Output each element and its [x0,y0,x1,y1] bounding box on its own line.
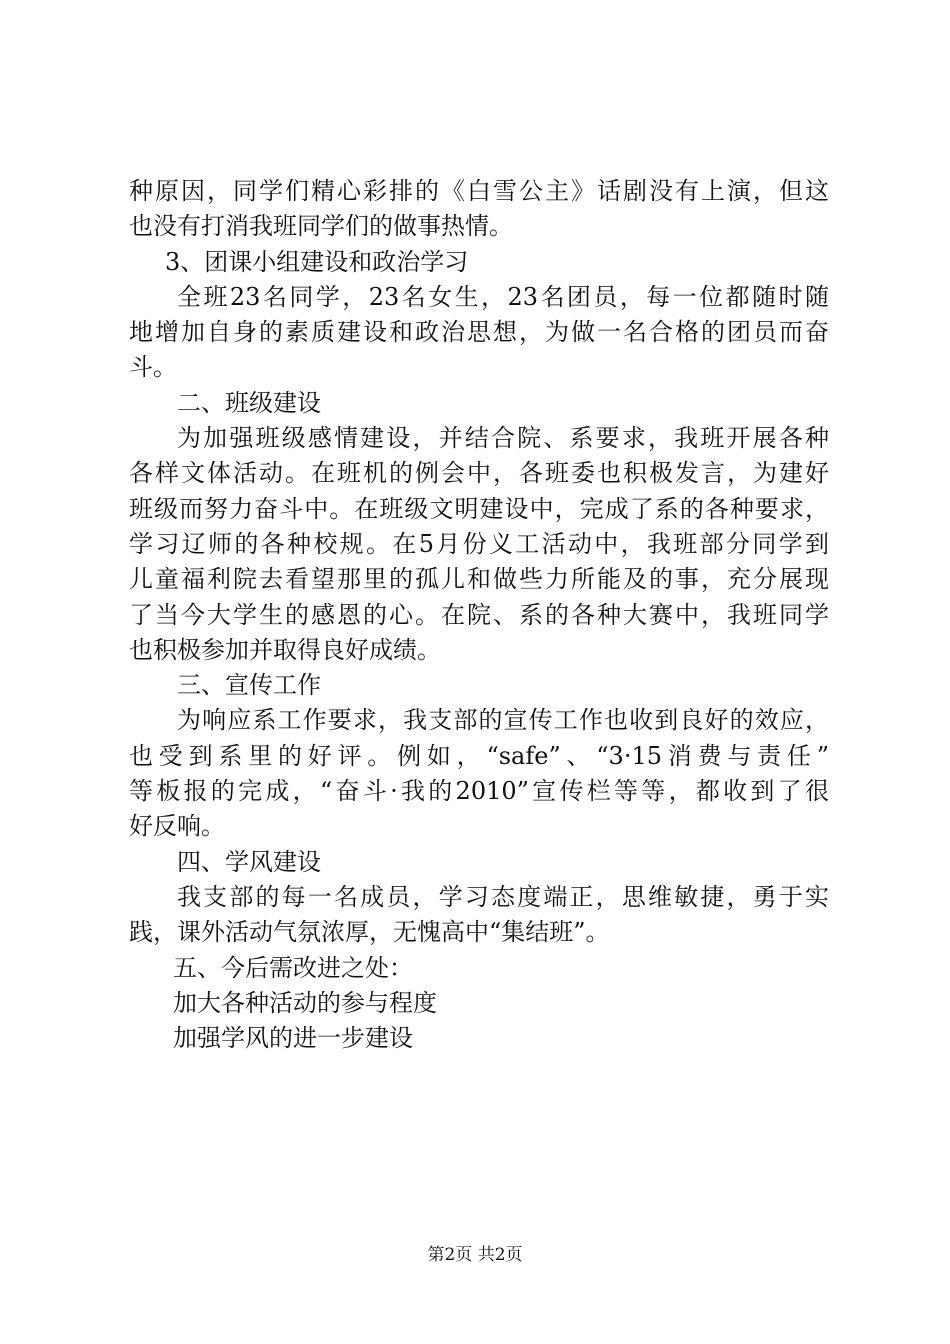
text-line: 也受到系里的好评。例如，“safe”、“3·15消费与责任” [129,741,829,770]
text-line: 好反响。 [129,812,225,841]
text-line: 为响应系工作要求，我支部的宣传工作也收到良好的效应， [177,706,829,735]
text-line: 为加强班级感情建设，并结合院、系要求，我班开展各种 [177,424,829,453]
page-footer [0,1243,950,1267]
text-line: 全班23名同学，23名女生，23名团员，每一位都随时随 [177,282,829,311]
text-line: 班级而努力奋斗中。在班级文明建设中，完成了系的各种要求， [129,494,829,523]
section-heading: 三、宣传工作 [177,671,321,700]
list-item: 加强学风的进一步建设 [173,1024,413,1053]
text-line: 儿童福利院去看望那里的孤儿和做些力所能及的事，充分展现 [129,565,829,594]
text-line: 等板报的完成，“奋斗·我的2010”宣传栏等等，都收到了很 [129,777,829,806]
page-number-label: 第2页 共2页 [427,1245,523,1265]
text-line: 了当今大学生的感恩的心。在院、系的各种大赛中，我班同学 [129,600,829,629]
text-line: 地增加自身的素质建设和政治思想，为做一名合格的团员而奋 [129,318,829,347]
list-item: 加大各种活动的参与程度 [173,988,437,1017]
text-line: 也没有打消我班同学们的做事热情。 [129,212,513,241]
text-line: 种原因，同学们精心彩排的《白雪公主》话剧没有上演，但这 [129,177,829,205]
text-line: 各样文体活动。在班机的例会中，各班委也积极发言，为建好 [129,459,829,488]
document-body [129,174,829,1056]
text-line: 也积极参加并取得良好成绩。 [129,635,441,664]
text-line: 斗。 [129,353,177,382]
text-line: 践，课外活动气氛浓厚，无愧高中“集结班”。 [129,918,610,947]
text-line: 我支部的每一名成员，学习态度端正，思维敏捷，勇于实 [177,882,829,911]
section-heading: 四、学风建设 [177,847,321,876]
section-heading: 二、班级建设 [177,388,321,417]
section-heading: 3、团课小组建设和政治学习 [165,247,469,276]
text-line: 学习辽师的各种校规。在5月份义工活动中，我班部分同学到 [129,529,829,558]
section-heading: 五、今后需改进之处： [173,953,413,982]
